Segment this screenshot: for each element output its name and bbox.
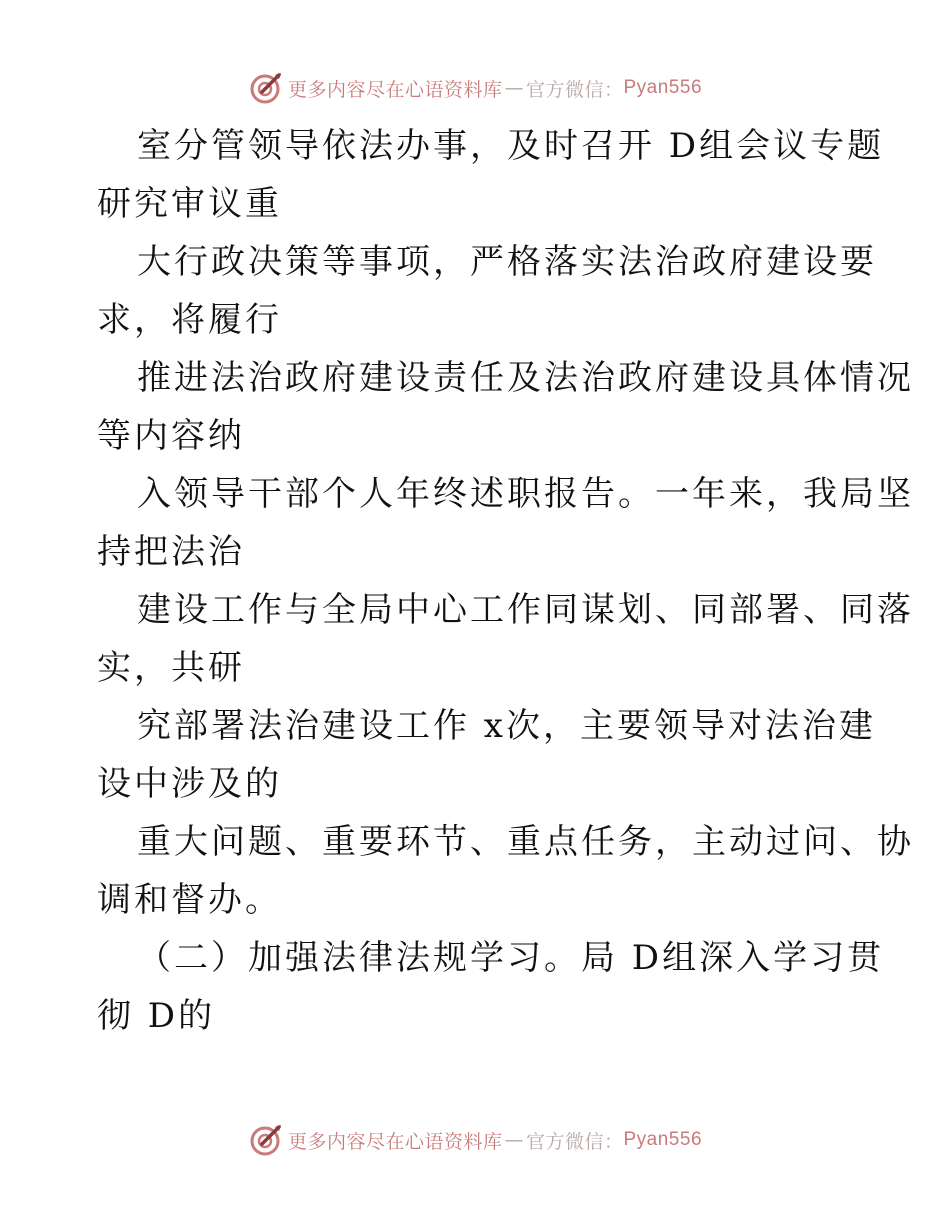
paragraph: [97, 697, 876, 813]
paragraph-line: 建设工作与全局中心工作同谋划、同部署、同落: [137, 590, 914, 630]
watermark-separator: —: [504, 77, 524, 99]
watermark-label: 官方微信：: [525, 1130, 624, 1153]
paragraph: [97, 465, 914, 581]
paragraph-line: 实，共研: [97, 648, 245, 688]
watermark-wechat-id: Pyan556: [623, 1129, 703, 1150]
paragraph: [97, 581, 914, 697]
paragraph-line: 等内容纳: [97, 416, 245, 456]
paragraph-line: 设中涉及的: [97, 764, 282, 804]
paragraph: [97, 929, 885, 1045]
paragraph-line: 彻 D的: [97, 996, 216, 1036]
paragraph-line: 调和督办。: [97, 880, 282, 920]
paragraph-line: 大行政决策等事项，严格落实法治政府建设要: [137, 242, 877, 282]
paragraph: [97, 233, 877, 349]
watermark-separator: —: [504, 1129, 524, 1151]
header-watermark: [0, 68, 950, 108]
paragraph-line: 入领导干部个人年终述职报告。一年来，我局坚: [137, 474, 914, 514]
watermark-site-text: 更多内容尽在心语资料库: [287, 1130, 503, 1153]
paragraph-line: 研究审议重: [97, 184, 282, 224]
watermark-label: 官方微信：: [525, 78, 624, 101]
paragraph-line: 室分管领导依法办事，及时召开 D组会议专题: [137, 126, 885, 166]
paragraph: [97, 349, 914, 465]
paragraph-line: （二）加强法律法规学习。局 D组深入学习贯: [137, 938, 885, 978]
brush-logo-icon: [248, 70, 284, 106]
watermark-wechat-id: Pyan556: [623, 77, 703, 98]
paragraph-line: 重大问题、重要环节、重点任务，主动过问、协: [137, 822, 914, 862]
paragraph-line: 持把法治: [97, 532, 245, 572]
paragraph-line: 究部署法治建设工作 x次，主要领导对法治建: [137, 706, 876, 746]
paragraph: [97, 117, 885, 233]
document-body: [97, 117, 914, 1045]
brush-logo-icon: [248, 1122, 284, 1158]
paragraph-line: 推进法治政府建设责任及法治政府建设具体情况: [137, 358, 914, 398]
paragraph-line: 求，将履行: [97, 300, 282, 340]
paragraph: [97, 813, 914, 929]
watermark-site-text: 更多内容尽在心语资料库: [287, 78, 503, 101]
footer-watermark: [0, 1120, 950, 1160]
